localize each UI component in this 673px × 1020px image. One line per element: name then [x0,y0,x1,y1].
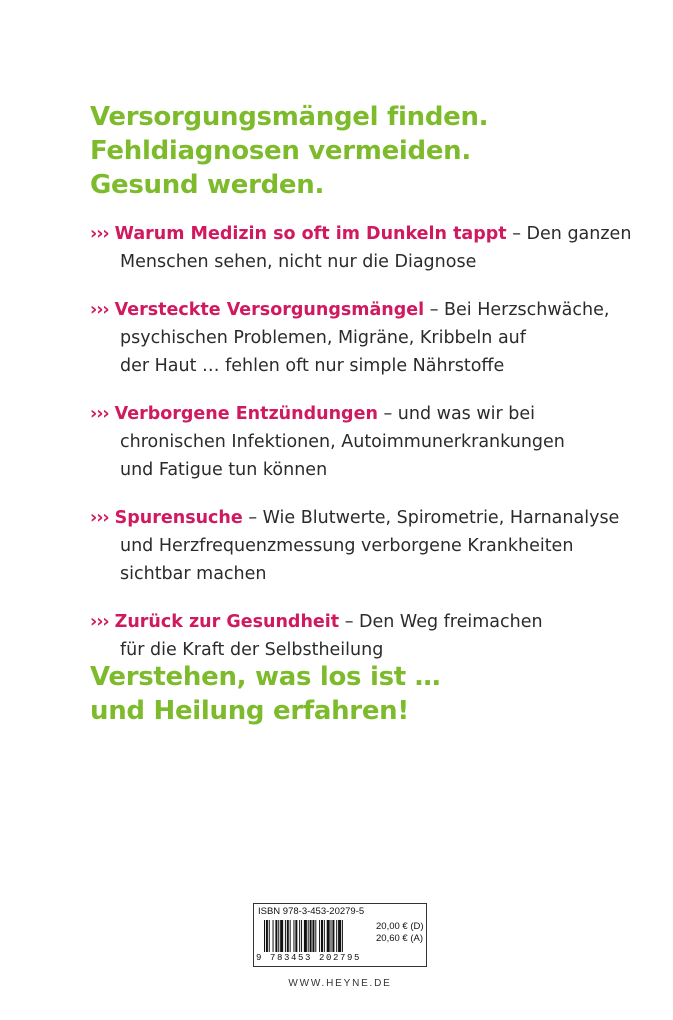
bullet-continuation: und Herzfrequenzmessung verborgene Krankheiten [120,536,574,556]
isbn-number: ISBN 978-3-453-20279-5 [258,906,365,917]
chevrons-icon: ››› [90,404,109,424]
bullet-continuation: und Fatigue tun können [120,460,328,480]
bullet-continuation: sichtbar machen [120,564,267,584]
barcode-digits: 9 783453 202795 [256,953,362,963]
price-germany: 20,00 € (D) [376,921,424,932]
headline [90,100,488,202]
bullet-continuation: für die Kraft der Selbstheilung [120,640,384,660]
bullet-item [90,296,610,380]
bullet-continuation: psychischen Problemen, Migräne, Kribbeln auf [120,328,526,348]
closing-line-1: Verstehen, was los ist … [90,662,441,692]
closing-statement [90,660,440,728]
bullet-keyword: Spurensuche [114,508,243,528]
bullet-keyword: Verborgene Entzündungen [114,404,378,424]
bullet-text: – Bei Herzschwäche, [424,300,610,320]
publisher-website: WWW.HEYNE.DE [288,978,392,989]
chevrons-icon: ››› [90,612,109,632]
bullet-item [90,400,610,484]
bullet-list [90,220,632,684]
chevrons-icon: ››› [90,300,109,320]
bullet-text: – Wie Blutwerte, Spirometrie, Harnanalyse [242,508,620,528]
bullet-continuation: der Haut … fehlen oft nur simple Nährstoffe [120,356,505,376]
isbn-barcode-box [253,903,427,967]
headline-line-2: Fehldiagnosen vermeiden. [90,136,471,166]
bullet-text: – und was wir bei [377,404,536,424]
bullet-text: – Den ganzen [506,224,632,244]
bullet-keyword: Warum Medizin so oft im Dunkeln tappt [114,224,507,244]
price-austria: 20,60 € (A) [376,933,423,944]
chevrons-icon: ››› [90,224,109,244]
headline-line-1: Versorgungsmängel finden. [90,102,489,132]
bullet-item [90,504,620,588]
closing-line-2: und Heilung erfahren! [90,696,409,726]
chevrons-icon: ››› [90,508,109,528]
price-block [376,921,424,945]
bullet-item [90,608,610,664]
headline-line-3: Gesund werden. [90,170,325,200]
bullet-item [90,220,632,276]
bullet-text: – Den Weg freimachen [339,612,543,632]
bullet-keyword: Versteckte Versorgungsmängel [114,300,425,320]
bullet-keyword: Zurück zur Gesundheit [114,612,340,632]
bullet-continuation: Menschen sehen, nicht nur die Diagnose [120,252,477,272]
barcode-icon [264,920,372,952]
bullet-continuation: chronischen Infektionen, Autoimmunerkrankungen [120,432,565,452]
